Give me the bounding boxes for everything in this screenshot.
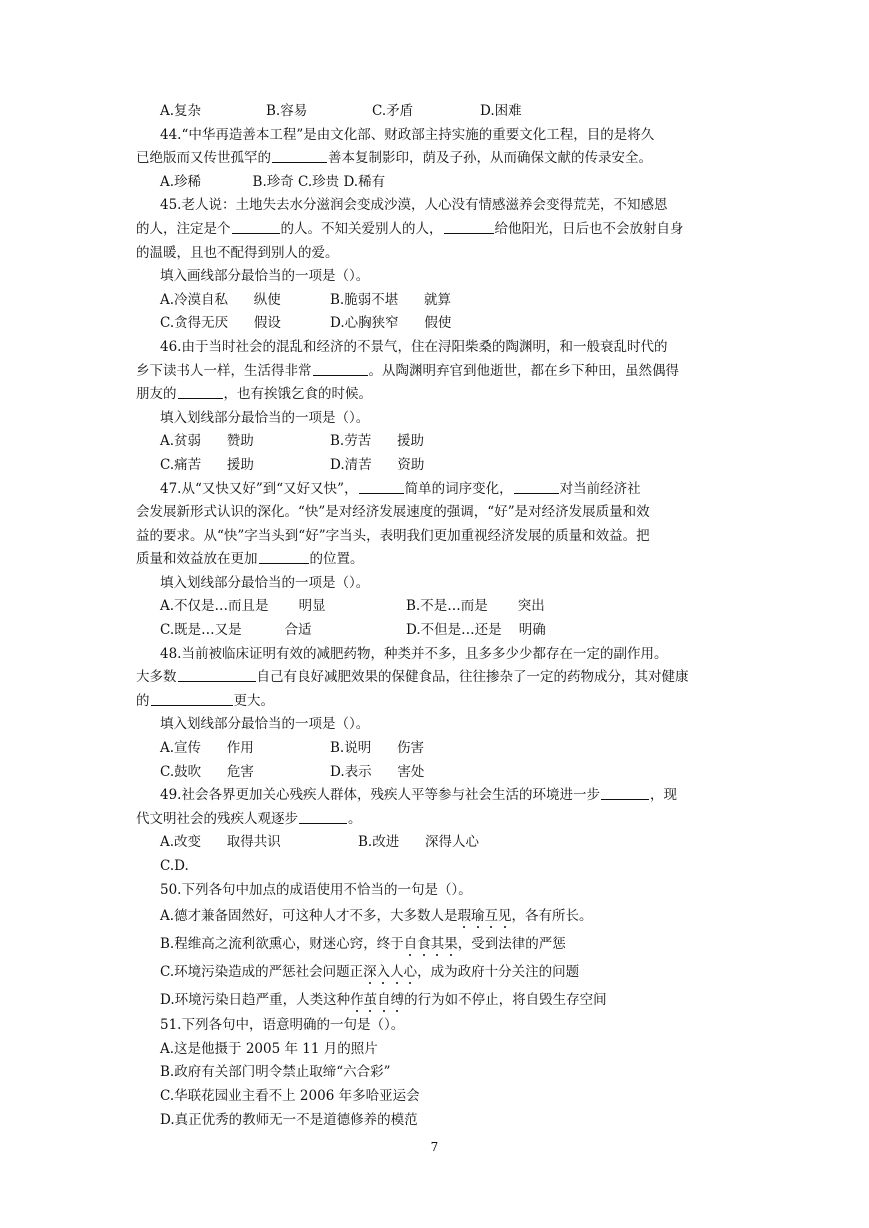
q48-option-c: C.鼓吹 危害	[160, 763, 254, 780]
q47-option-b: B.不是…而是 突出	[406, 598, 545, 615]
page-number: 7	[430, 1140, 439, 1154]
q50-stem: 50.下列各句中加点的成语使用不恰当的一句是（）。	[160, 881, 472, 898]
q46-option-c: C.痛苦 援助	[160, 456, 254, 473]
emphasis-char: 互	[484, 908, 499, 925]
q51-stem: 51.下列各句中，语意明确的一句是（）。	[160, 1017, 405, 1034]
fill-blank	[514, 481, 559, 494]
q48-stem-cont: 大多数 自己有良好减肥效果的保健食品，往往掺杂了一定的药物成分，其对健康	[136, 669, 689, 686]
q48-option-d: D.表示 害处	[330, 763, 425, 780]
emphasis-char: 自	[377, 992, 391, 1009]
q44-stem: 44.“中华再造善本工程”是由文化部、财政部主持实施的重要文化工程，目的是将久	[160, 126, 655, 143]
emphasis-char: 缚	[390, 992, 405, 1009]
fill-blank	[359, 481, 404, 494]
emphasis-char: 见	[498, 908, 512, 925]
emphasis-char: 自	[403, 936, 418, 953]
q45-option-b: B.脆弱不堪 就算	[330, 291, 451, 308]
q45-prompt: 填入画线部分最恰当的一项是（）。	[160, 268, 370, 285]
q45-options-cd	[136, 312, 746, 336]
fill-blank	[272, 150, 327, 163]
q45-options-ab	[136, 289, 746, 313]
emphasis-char: 入	[376, 964, 391, 981]
q48-stem-end: 的 更大。	[136, 692, 274, 709]
q48-prompt: 填入划线部分最恰当的一项是（）。	[160, 716, 370, 733]
q47-stem: 47.从“又快又好”到“又好又快”， 简单的词序变化， 对当前经济社	[160, 480, 641, 497]
q43-option-c: C.矛盾	[372, 103, 414, 119]
q47-option-a: A.不仅是…而且是 明显	[160, 598, 326, 615]
q49-stem: 49.社会各界更加关心残疾人群体，残疾人平等参与社会生活的环境进一步 ，现	[160, 787, 677, 804]
q46-stem: 46.由于当时社会的混乱和经济的不景气，住在浔阳柴桑的陶渊明，和一般衰乱时代的	[160, 338, 668, 355]
emphasis-char: 果	[444, 936, 458, 953]
fill-blank	[313, 363, 368, 376]
q47-stem-line2: 会发展新形式认识的深化。“快”是对经济发展速度的强调，“好”是对经济发展质量和效	[136, 504, 650, 521]
emphasis-char: 深	[363, 964, 377, 981]
fill-blank	[259, 551, 309, 564]
emphasis-char: 作	[350, 992, 364, 1009]
q47-options-ab	[136, 595, 746, 619]
q49-stem-cont: 代文明社会的残疾人观逐步 。	[136, 810, 362, 827]
q51-option-d: D.真正优秀的教师无一不是道德修养的模范	[160, 1111, 418, 1128]
q45-option-a: A.冷漠自私 纵使	[160, 291, 281, 308]
q43-option-b: B.容易	[266, 103, 308, 119]
q46-option-d: D.清苦 资助	[330, 456, 425, 473]
q46-option-b: B.劳苦 援助	[330, 433, 424, 450]
q46-stem-end: 朋友的 ，也有挨饿乞食的时候。	[136, 386, 372, 403]
q45-option-c: C.贪得无厌 假设	[160, 315, 281, 332]
q47-stem-line3: 益的要求。从“快”字当头到“好”字当头，表明我们更加重视经济发展的质量和效益。把	[136, 527, 650, 544]
q51-option-c: C.华联花园业主看不上 2006 年多哈亚运会	[160, 1087, 420, 1104]
q48-option-b: B.说明 伤害	[330, 740, 424, 757]
q45-stem-cont: 的人，注定是个 的人。不知关爱别人的人， 给他阳光，日后也不会放射自身	[136, 220, 684, 237]
q46-prompt: 填入划线部分最恰当的一项是（）。	[160, 409, 370, 426]
fill-blank	[178, 669, 256, 682]
emphasis-char: 心	[403, 964, 418, 981]
q48-options-cd	[136, 761, 746, 785]
q44-stem-cont: 已绝版而又传世孤罕的 善本复制影印，荫及子孙，从而确保文献的传录安全。	[136, 150, 652, 167]
q48-stem: 48.当前被临床证明有效的减肥药物，种类并不多，且多多少少都存在一定的副作用。	[160, 645, 668, 662]
q50-option-c: C.环境污染造成的严惩社会问题正深入人心，成为政府十分关注的问题	[160, 964, 580, 981]
fill-blank	[232, 221, 280, 234]
q48-options-ab	[136, 737, 746, 761]
q47-option-c: C.既是…又是 合适	[160, 622, 312, 639]
q47-option-d: D.不但是…还是 明确	[406, 622, 546, 639]
q46-stem-cont: 乡下读书人一样，生活得非常 。从陶渊明弃官到他逝世，都在乡下种田，虽然偶得	[136, 362, 679, 379]
q50-option-d: D.环境污染日趋严重，人类这种作茧自缚的行为如不停止，将自毁生存空间	[160, 992, 607, 1009]
q43-options	[136, 100, 746, 124]
q46-option-a: A.贫弱 赞助	[160, 433, 254, 450]
q47-options-cd	[136, 619, 746, 643]
q43-option-a: A.复杂	[160, 103, 202, 119]
q50-option-b: B.程维高之流利欲熏心，财迷心窍，终于自食其果，受到法律的严惩	[160, 936, 566, 953]
q48-option-a: A.宣传 作用	[160, 740, 254, 757]
q50-option-a: A.德才兼备固然好，可这种人才不多，大多数人是瑕瑜互见，各有所长。	[160, 908, 593, 925]
q46-options-cd	[136, 454, 746, 478]
fill-blank	[444, 221, 494, 234]
fill-blank	[178, 386, 223, 399]
emphasis-char: 人	[390, 964, 404, 981]
q51-option-a: A.这是他摄于 2005 年 11 月的照片	[160, 1040, 378, 1057]
emphasis-char: 食	[417, 936, 431, 953]
q45-stem-end: 的温暖，且也不配得到别人的爱。	[136, 244, 339, 261]
q47-stem-end: 质量和效益放在更加 的位置。	[136, 551, 364, 568]
q47-prompt: 填入划线部分最恰当的一项是（）。	[160, 574, 370, 591]
fill-blank	[299, 811, 347, 824]
emphasis-char: 茧	[363, 992, 378, 1009]
emphasis-char: 瑜	[471, 908, 485, 925]
q49-option-a: A.改变 取得共识	[160, 834, 281, 851]
q49-options-ab	[136, 831, 746, 855]
q45-stem: 45.老人说：土地失去水分滋润会变成沙漠，人心没有情感滋养会变得荒芜，不知感恩	[160, 197, 668, 214]
q44-options: A.珍稀 B.珍奇 C.珍贵 D.稀有	[160, 173, 386, 190]
fill-blank	[601, 787, 649, 800]
q46-options-ab	[136, 430, 746, 454]
q51-option-b: B.政府有关部门明令禁止取缔“六合彩”	[160, 1064, 391, 1081]
q43-option-d: D.困难	[480, 103, 522, 119]
q49-options-cd: C.D.	[160, 858, 189, 874]
document-page	[136, 100, 746, 1132]
q45-option-d: D.心胸狭窄 假使	[330, 315, 452, 332]
emphasis-char: 瑕	[457, 908, 472, 925]
fill-blank	[151, 693, 233, 706]
q49-option-b: B.改进 深得人心	[358, 834, 479, 851]
emphasis-char: 其	[430, 936, 445, 953]
